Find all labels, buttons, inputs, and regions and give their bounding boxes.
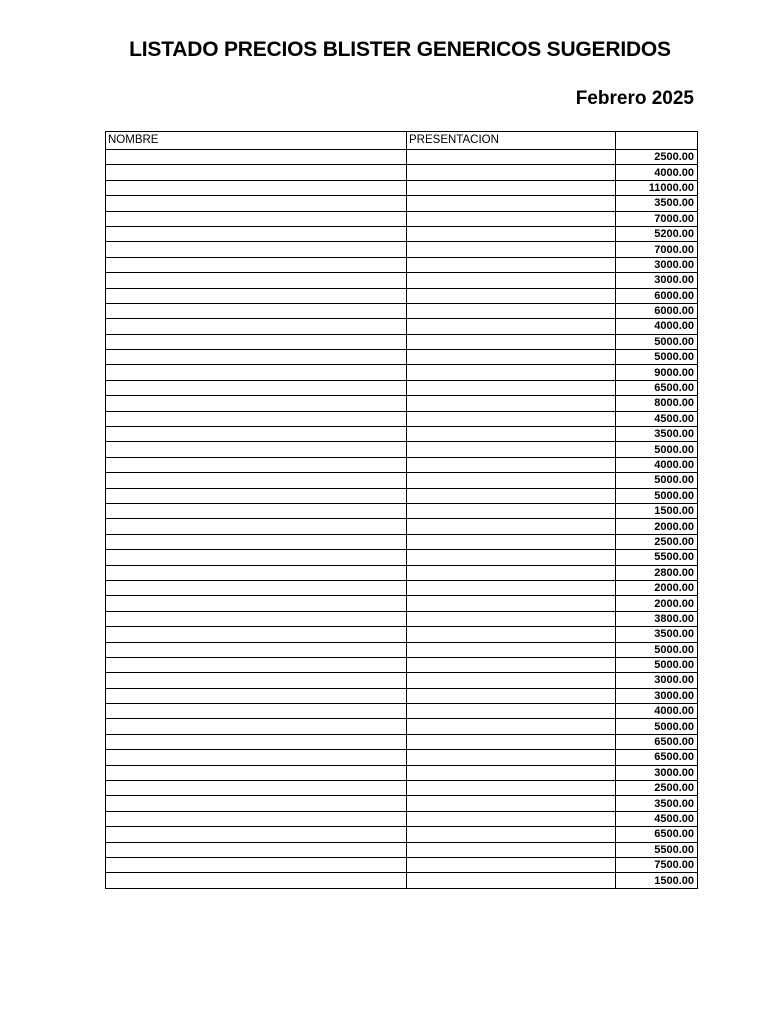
cell-price: 5000.00: [616, 642, 698, 657]
table-row: [106, 642, 698, 657]
table-row: [106, 365, 698, 380]
cell-presentacion: [407, 473, 616, 488]
cell-nombre: [106, 273, 407, 288]
cell-nombre: [106, 473, 407, 488]
table-header-row: [106, 132, 698, 150]
table-row: [106, 811, 698, 826]
table-row: [106, 503, 698, 518]
cell-price: 5000.00: [616, 334, 698, 349]
cell-price: 4000.00: [616, 704, 698, 719]
table-row: [106, 781, 698, 796]
cell-presentacion: [407, 765, 616, 780]
cell-price: 1500.00: [616, 873, 698, 888]
cell-presentacion: [407, 411, 616, 426]
cell-nombre: [106, 688, 407, 703]
cell-nombre: [106, 734, 407, 749]
cell-price: 3500.00: [616, 627, 698, 642]
cell-nombre: [106, 457, 407, 472]
cell-presentacion: [407, 827, 616, 842]
cell-presentacion: [407, 642, 616, 657]
cell-price: 6500.00: [616, 380, 698, 395]
cell-nombre: [106, 719, 407, 734]
table-row: [106, 657, 698, 672]
cell-nombre: [106, 196, 407, 211]
table-row: [106, 673, 698, 688]
cell-nombre: [106, 842, 407, 857]
cell-price: 3500.00: [616, 796, 698, 811]
cell-nombre: [106, 857, 407, 872]
table-row: [106, 457, 698, 472]
cell-presentacion: [407, 427, 616, 442]
document-date: Febrero 2025: [575, 88, 694, 109]
cell-presentacion: [407, 273, 616, 288]
table-row: [106, 319, 698, 334]
cell-nombre: [106, 873, 407, 888]
cell-presentacion: [407, 734, 616, 749]
table-row: [106, 565, 698, 580]
table-row: [106, 857, 698, 872]
cell-nombre: [106, 565, 407, 580]
cell-nombre: [106, 257, 407, 272]
cell-price: 4000.00: [616, 319, 698, 334]
cell-price: 5000.00: [616, 442, 698, 457]
table-row: [106, 734, 698, 749]
cell-presentacion: [407, 457, 616, 472]
cell-nombre: [106, 427, 407, 442]
table-row: [106, 688, 698, 703]
cell-nombre: [106, 380, 407, 395]
cell-nombre: [106, 150, 407, 165]
cell-presentacion: [407, 657, 616, 672]
table-row: [106, 796, 698, 811]
cell-presentacion: [407, 688, 616, 703]
header-presentacion: PRESENTACION: [407, 132, 616, 150]
cell-presentacion: [407, 288, 616, 303]
cell-price: 6000.00: [616, 288, 698, 303]
cell-nombre: [106, 242, 407, 257]
table-row: [106, 627, 698, 642]
cell-price: 3000.00: [616, 673, 698, 688]
table-row: [106, 611, 698, 626]
cell-presentacion: [407, 350, 616, 365]
cell-price: 4500.00: [616, 411, 698, 426]
cell-presentacion: [407, 396, 616, 411]
cell-presentacion: [407, 196, 616, 211]
cell-presentacion: [407, 873, 616, 888]
cell-price: 6500.00: [616, 734, 698, 749]
header-precio: [616, 132, 698, 150]
cell-presentacion: [407, 180, 616, 195]
table-row: [106, 550, 698, 565]
cell-presentacion: [407, 596, 616, 611]
table-row: [106, 427, 698, 442]
cell-presentacion: [407, 303, 616, 318]
cell-nombre: [106, 442, 407, 457]
table-row: [106, 442, 698, 457]
price-table: [105, 131, 698, 889]
cell-nombre: [106, 303, 407, 318]
cell-price: 5000.00: [616, 350, 698, 365]
table-row: [106, 580, 698, 595]
cell-price: 8000.00: [616, 396, 698, 411]
cell-nombre: [106, 334, 407, 349]
table-row: [106, 473, 698, 488]
table-row: [106, 242, 698, 257]
cell-presentacion: [407, 781, 616, 796]
cell-price: 1500.00: [616, 503, 698, 518]
table-row: [106, 873, 698, 888]
table-row: [106, 396, 698, 411]
cell-price: 2000.00: [616, 580, 698, 595]
cell-presentacion: [407, 565, 616, 580]
cell-nombre: [106, 827, 407, 842]
table-row: [106, 226, 698, 241]
cell-nombre: [106, 750, 407, 765]
table-row: [106, 150, 698, 165]
cell-presentacion: [407, 857, 616, 872]
table-row: [106, 596, 698, 611]
cell-price: 7000.00: [616, 242, 698, 257]
cell-price: 3000.00: [616, 765, 698, 780]
table-row: [106, 288, 698, 303]
cell-price: 5000.00: [616, 719, 698, 734]
table-row: [106, 350, 698, 365]
cell-price: 3000.00: [616, 688, 698, 703]
cell-price: 3800.00: [616, 611, 698, 626]
cell-nombre: [106, 534, 407, 549]
table-row: [106, 765, 698, 780]
cell-price: 5000.00: [616, 488, 698, 503]
cell-presentacion: [407, 380, 616, 395]
cell-price: 7000.00: [616, 211, 698, 226]
table-body: [106, 150, 698, 889]
table-row: [106, 303, 698, 318]
header-nombre: NOMBRE: [106, 132, 407, 150]
table-row: [106, 211, 698, 226]
cell-nombre: [106, 550, 407, 565]
table-row: [106, 519, 698, 534]
cell-presentacion: [407, 211, 616, 226]
cell-presentacion: [407, 719, 616, 734]
cell-nombre: [106, 704, 407, 719]
cell-price: 2000.00: [616, 519, 698, 534]
cell-nombre: [106, 211, 407, 226]
cell-price: 2500.00: [616, 150, 698, 165]
cell-price: 2500.00: [616, 534, 698, 549]
cell-presentacion: [407, 580, 616, 595]
cell-price: 6500.00: [616, 827, 698, 842]
table-row: [106, 273, 698, 288]
cell-nombre: [106, 288, 407, 303]
cell-nombre: [106, 488, 407, 503]
cell-price: 11000.00: [616, 180, 698, 195]
cell-presentacion: [407, 488, 616, 503]
cell-presentacion: [407, 534, 616, 549]
table-row: [106, 334, 698, 349]
table-row: [106, 411, 698, 426]
cell-price: 3000.00: [616, 273, 698, 288]
cell-nombre: [106, 519, 407, 534]
cell-presentacion: [407, 365, 616, 380]
cell-price: 2000.00: [616, 596, 698, 611]
cell-price: 7500.00: [616, 857, 698, 872]
cell-nombre: [106, 180, 407, 195]
cell-nombre: [106, 580, 407, 595]
cell-nombre: [106, 781, 407, 796]
cell-nombre: [106, 642, 407, 657]
cell-price: 3500.00: [616, 427, 698, 442]
cell-price: 4500.00: [616, 811, 698, 826]
cell-presentacion: [407, 796, 616, 811]
cell-nombre: [106, 796, 407, 811]
cell-nombre: [106, 611, 407, 626]
cell-price: 4000.00: [616, 165, 698, 180]
cell-price: 2800.00: [616, 565, 698, 580]
cell-nombre: [106, 673, 407, 688]
cell-price: 3500.00: [616, 196, 698, 211]
cell-price: 2500.00: [616, 781, 698, 796]
table-row: [106, 196, 698, 211]
table-row: [106, 380, 698, 395]
cell-price: 5500.00: [616, 550, 698, 565]
table-row: [106, 827, 698, 842]
cell-presentacion: [407, 257, 616, 272]
cell-presentacion: [407, 842, 616, 857]
table-row: [106, 719, 698, 734]
cell-presentacion: [407, 627, 616, 642]
cell-presentacion: [407, 442, 616, 457]
cell-presentacion: [407, 503, 616, 518]
table-row: [106, 704, 698, 719]
table-row: [106, 257, 698, 272]
cell-nombre: [106, 765, 407, 780]
cell-nombre: [106, 226, 407, 241]
cell-presentacion: [407, 750, 616, 765]
cell-presentacion: [407, 319, 616, 334]
cell-price: 5500.00: [616, 842, 698, 857]
cell-nombre: [106, 811, 407, 826]
cell-presentacion: [407, 334, 616, 349]
cell-presentacion: [407, 811, 616, 826]
table-row: [106, 750, 698, 765]
cell-price: 6000.00: [616, 303, 698, 318]
table-row: [106, 534, 698, 549]
cell-nombre: [106, 319, 407, 334]
cell-presentacion: [407, 704, 616, 719]
table-row: [106, 180, 698, 195]
table-row: [106, 488, 698, 503]
cell-price: 5000.00: [616, 657, 698, 672]
cell-presentacion: [407, 150, 616, 165]
cell-presentacion: [407, 550, 616, 565]
cell-price: 3000.00: [616, 257, 698, 272]
cell-presentacion: [407, 673, 616, 688]
cell-price: 4000.00: [616, 457, 698, 472]
cell-price: 5200.00: [616, 226, 698, 241]
table-row: [106, 165, 698, 180]
cell-presentacion: [407, 165, 616, 180]
cell-presentacion: [407, 226, 616, 241]
table-row: [106, 842, 698, 857]
cell-price: 5000.00: [616, 473, 698, 488]
cell-presentacion: [407, 519, 616, 534]
cell-nombre: [106, 657, 407, 672]
cell-nombre: [106, 350, 407, 365]
cell-nombre: [106, 503, 407, 518]
cell-nombre: [106, 365, 407, 380]
cell-nombre: [106, 411, 407, 426]
cell-price: 9000.00: [616, 365, 698, 380]
cell-nombre: [106, 396, 407, 411]
cell-nombre: [106, 165, 407, 180]
cell-presentacion: [407, 242, 616, 257]
document-title: LISTADO PRECIOS BLISTER GENERICOS SUGERIDOS: [129, 38, 671, 61]
cell-nombre: [106, 596, 407, 611]
cell-nombre: [106, 627, 407, 642]
cell-price: 6500.00: [616, 750, 698, 765]
cell-presentacion: [407, 611, 616, 626]
